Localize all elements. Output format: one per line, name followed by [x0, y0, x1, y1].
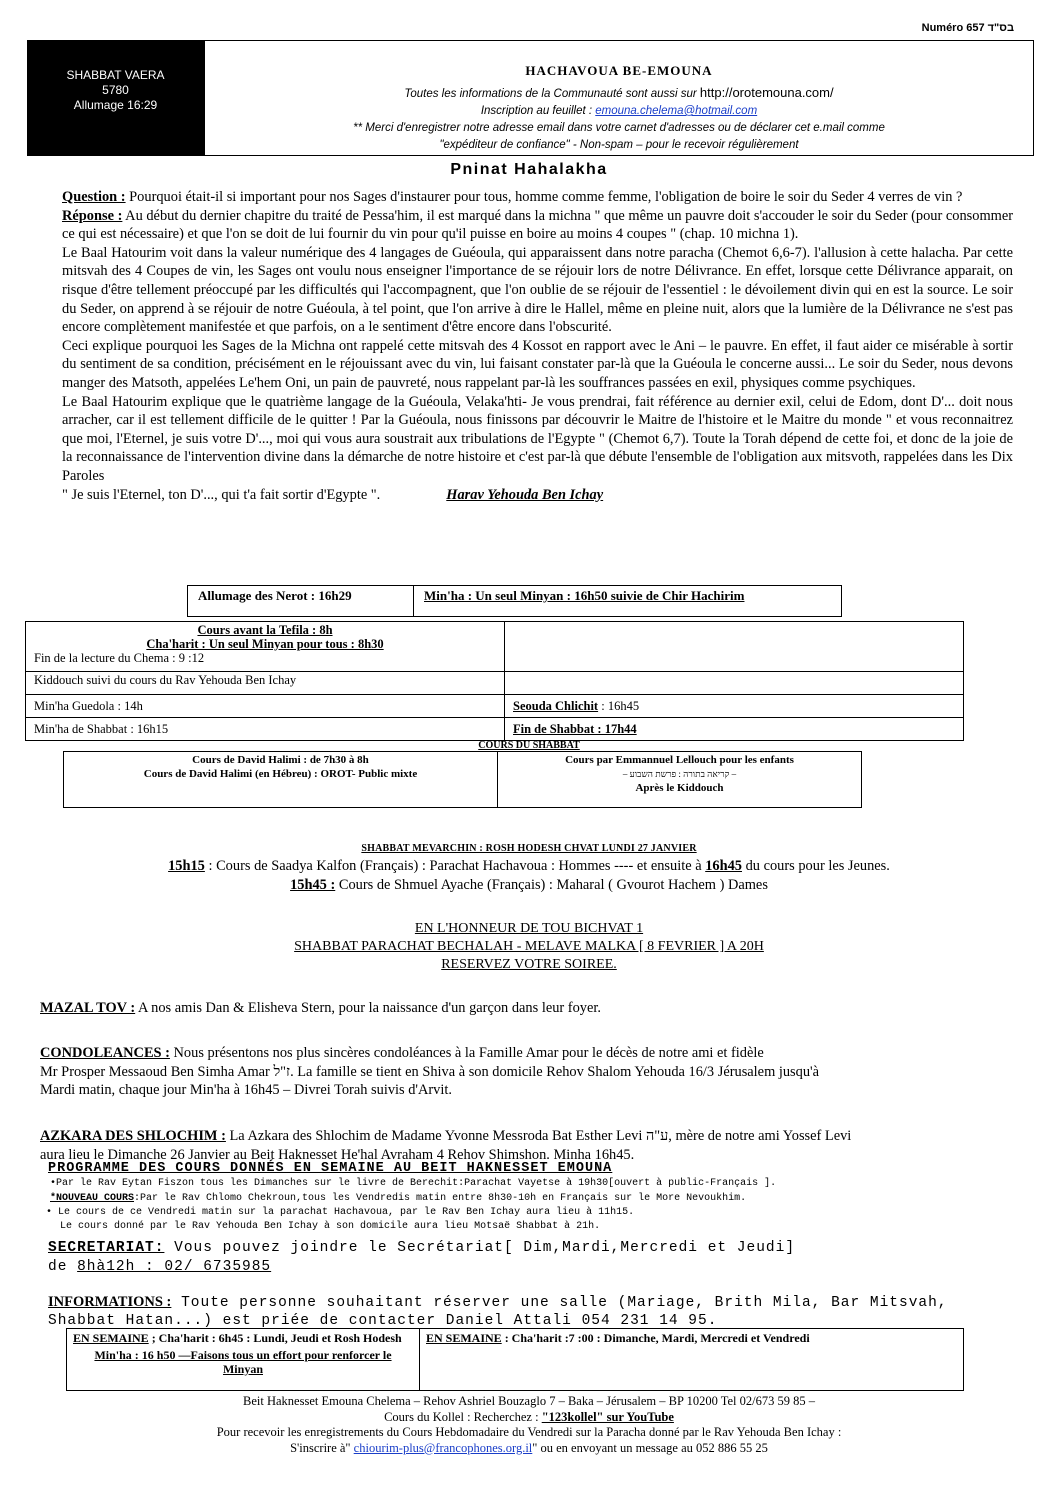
article-heading: Pninat Hahalakha — [450, 161, 608, 178]
mincha-guedola: Min'ha Guedola : 14h — [26, 695, 505, 718]
fin-shabbat: Fin de Shabbat : 17h44 — [505, 718, 964, 741]
note-line-1: ** Merci d'enregistrer notre adresse email dans votre carnet d'adresses ou de déclarer cet e.mail comme — [353, 122, 885, 134]
inscription-line: Inscription au feuillet : emouna.chelema@hotmail.com — [480, 105, 758, 117]
programme-line-1: •Par le Rav Eytan Fiszon tous les Dimanches sur le livre de Berechit:Parachat Vayetse à 19h30[ouvert à public-Français ]. — [50, 1178, 777, 1189]
morning-cell — [26, 622, 505, 672]
cours-shabbat-table — [63, 751, 862, 808]
cours-tefila: Cours avant la Tefila : 8h — [197, 623, 333, 637]
programme-line-2: *NOUVEAU COURS:Par le Rav Chlomo Chekroun,tous les Vendredis matin entre 8h30-10h en Français sur le More Nevoukhim. — [50, 1193, 747, 1204]
tou-bichvat-line-2: SHABBAT PARACHAT BECHALAH - MELAVE MALKA [ 8 FEVRIER ] A 20H — [294, 939, 764, 954]
azkara: AZKARA DES SHLOCHIM : La Azkara des Shlochim de Madame Yvonne Messroda Bat Esther Levi ע"ה, mère de notre ami Yossef Levi aura lieu le Dimanche 26 Janvier au Beit Haknesset He'hal Avraham 4 Rehov Shimshon. Minha 16h45. — [40, 1128, 852, 1163]
semaine-right: EN SEMAINE : Cha'harit :7 :00 : Dimanche, Mardi, Mercredi et Vendredi — [420, 1329, 964, 1391]
mevarchin-line-1: 15h15 : Cours de Saadya Kalfon (Français) : Parachat Hachavoua : Hommes ---- et ensuite à 16h45 du cours pour les Jeunes. — [168, 858, 890, 874]
note-line-2: "expéditeur de confiance" - Non-spam – pour le recevoir régulièrement — [439, 139, 799, 151]
info-line: Toutes les informations de la Communauté sont aussi sur http://orotemouna.com/ — [404, 85, 834, 100]
footer-address: Beit Haknesset Emouna Chelema – Rehov Ashriel Bouzaglo 7 – Baka – Jérusalem – BP 10200 Tel 02/673 59 85 – — [243, 1394, 815, 1408]
secretariat: SECRETARIAT: Vous pouvez joindre le Secrétariat[ Dim,Mardi,Mercredi et Jeudi] de 8hà12h : 02/ 6735985 — [48, 1240, 796, 1275]
condoleances: CONDOLEANCES : Nous présentons nos plus sincères condoléances à la Famille Amar pour le décès de notre ami et fidèle Mr Prosper Messaoud Ben Simha Amar ז"ל. La famille se tient en Shiva à son domicile Rehov Shalom Yehouda 16/3 Jérusalem jusqu'à Mardi matin, chaque jour Min'ha à 16h45 – Divrei Torah suivis d'Arvit. — [40, 1045, 820, 1099]
shabbat-info-box — [27, 40, 204, 156]
seouda-chlichit: Seouda Chlichit : 16h45 — [505, 695, 964, 718]
question-paragraph: Question : Pourquoi était-il si important pour nos Sages d'instaurer pour tous, homme comme femme, l'obligation de boire le soir du Seder 4 verres de vin ? — [62, 189, 963, 205]
footer-subscribe: S'inscrire à" chiourim-plus@francophones.org.il" ou en envoyant un message au 052 886 55 25 — [290, 1440, 768, 1455]
programme-line-4: Le cours donné par le Rav Yehouda Ben Ichay à son domicile aura lieu Motsaë Shabbat à 21h. — [60, 1221, 601, 1232]
footer-recordings: Pour recevoir les enregistrements du Cours Hebdomadaire du Vendredi sur la Paracha donné par le Rav Yehouda Ben Ichay : — [216, 1425, 842, 1439]
semaine-left: EN SEMAINE ; Cha'harit : 6h45 : Lundi, Jeudi et Rosh Hodesh Min'ha : 16 h50 —Faisons tous un effort pour renforcer le Minyan — [67, 1329, 420, 1391]
youtube-link[interactable]: "123kollel" sur YouTube — [541, 1409, 674, 1424]
article-body — [62, 188, 1013, 504]
article-signature: Harav Yehouda Ben Ichay — [446, 486, 604, 503]
article-paragraph-3: Le Baal Hatourim explique que le quatrième langage de la Guéoula, Velaka'hti- Je vous prendrai, fait référence au dernier exil, celui de Edom, dont D'... doit nous arracher, car il est tellement difficile de le quitter ! Par la Guéoula, nous finissons par découvrir le Maitre de l'histoire et le Maitre du monde " et vous reconnaitrez que moi, l'Eternel, je suis votre D'..., moi qui vous aura soustrait aux tribulations de l'Egypte " (Chemot 6,7). Toute la Torah dépend de cette foi, et donc de la joie de la reconnaissance de l'intervention divine dans la démarche de notre histoire et c'est par-là que débute l'ensemble de l'obligation aux mitsvoth, rappelées dans les Dix Paroles — [62, 393, 1013, 484]
shabbat-schedule-table — [25, 621, 964, 741]
reponse-paragraph: Réponse : Au début du dernier chapitre du traité de Pessa'him, il est marqué dans la michna " que même un pauvre doit s'accouder le soir du Seder (pour consommer ce qui est nécessaire) et que l'on se doit de lui fournir du vin pour qu'il puisse en boire au moins 4 coupes " (chap. 10 michna 1). — [62, 207, 1014, 243]
semaine-table — [66, 1328, 964, 1391]
inscription-email-link[interactable]: emouna.chelema@hotmail.com — [595, 105, 758, 117]
empty-cell — [505, 622, 964, 672]
mevarchin-line-2: 15h45 : Cours de Shmuel Ayache (Français) : Maharal ( Gvourot Hachem ) Dames — [290, 877, 768, 893]
tou-bichvat-line-1: EN L'HONNEUR DE TOU BICHVAT 1 — [414, 921, 644, 936]
chiourim-email-link[interactable]: chiourim-plus@francophones.org.il — [353, 1440, 533, 1455]
programme-title: PROGRAMME DES COURS DONNÉS EN SEMAINE AU BEIT HAKNESSET EMOUNA — [48, 1161, 613, 1176]
informations: INFORMATIONS : Toute personne souhaitant réserver une salle (Mariage, Brith Mila, Bar Mitsvah, Shabbat Hatan...) est priée de contacter Daniel Attali 054 231 14 95. — [48, 1294, 948, 1329]
allumage-nerot: Allumage des Nerot : 16h29 — [188, 586, 414, 617]
cours-left-cell: Cours de David Halimi : de 7h30 à 8h Cours de David Halimi (en Hébreu) : OROT- Public mixte — [64, 752, 498, 808]
footer-kollel: Cours du Kollel : Recherchez : "123kollel" sur YouTube — [384, 1409, 674, 1424]
cours-shabbat-title: COURS DU SHABBAT — [478, 740, 580, 751]
question-label: Question : — [62, 189, 126, 205]
mevarchin-title: SHABBAT MEVARCHIN : ROSH HODESH CHVAT LUNDI 27 JANVIER — [361, 843, 697, 854]
kiddouch: Kiddouch suivi du cours du Rav Yehouda Ben Ichay — [26, 672, 505, 695]
article-paragraph-2: Ceci explique pourquoi les Sages de la Michna ont rappelé cette mitsvah des 4 Kossot en rapport avec le Ani – le pauvre. En effet, il faut aider ce misérable à sortir du sentiment de sa condition, précisément en le réjouissant avec du vin, lui faisant constater par-là que la Guéoula le concerne aussi... Le soir du Seder, nous devons manger des Matsoth, appelées Le'hem Oni, un pain de pauvreté, nous rappelant par-là les souffrances passées en exil, physiques comme psychiques. — [62, 337, 1013, 391]
article-last-line: " Je suis l'Eternel, ton D'..., qui t'a fait sortir d'Egypte ". Harav Yehouda Ben Ichay — [62, 486, 604, 503]
footer — [0, 1394, 1058, 1456]
mincha-friday: Min'ha : Un seul Minyan : 16h50 suivie de Chir Hachirim — [414, 586, 842, 617]
mincha-shabbat: Min'ha de Shabbat : 16h15 — [26, 718, 505, 741]
empty-cell — [505, 672, 964, 695]
tou-bichvat-line-3: RESERVEZ VOTRE SOIREE. — [441, 957, 617, 972]
allumage-time: Allumage 16:29 — [73, 98, 158, 112]
mazal-tov: MAZAL TOV : A nos amis Dan & Elisheva Stern, pour la naissance d'un garçon dans leur foyer. — [40, 1000, 601, 1016]
fin-chema: Fin de la lecture du Chema : 9 :12 — [34, 651, 205, 665]
website-link[interactable]: http://orotemouna.com/ — [699, 85, 834, 100]
chacharit: Cha'harit : Un seul Minyan pour tous : 8h30 — [146, 637, 384, 651]
programme-line-3: • Le cours de ce Vendredi matin sur la parachat Hachavoua, par le Rav Ben Ichay aura lieu à 11h15. — [46, 1207, 635, 1218]
newsletter-header — [204, 40, 1034, 156]
parasha-name: SHABBAT VAERA — [66, 68, 165, 82]
cours-right-cell: Cours par Emmannuel Lellouch pour les enfants – קריאה בתורה : פרשת השבוע – Après le Kiddouch — [498, 752, 862, 808]
reponse-label: Réponse : — [62, 207, 123, 224]
allumage-table — [187, 585, 842, 617]
secretariat-phone: 8hà12h : 02/ 6735985 — [77, 1259, 272, 1275]
article-paragraph-1: Le Baal Hatourim voit dans la valeur numérique des 4 langages de Guéoula, qui apparaissent dans notre paracha (Chemot 6,6-7). l'allusion à cette halacha. Par cette mitsvah des 4 Coupes de vin, les Sages ont voulu nous enseigner l'importance de se réjouir lors de notre Délivrance. En effet, lorsque cette Délivrance apparait, on risque d'être tellement préoccupé par les difficultés qui l'accompagnent, que l'on oublie de se réjouir de l'essentiel : le dévoilement divin qui en est la source. Le soir du Seder, on apprend à se réjouir de notre Guéoula, à tel point, que l'on arrive à dire le Hallel, même en pleine nuit, alors que la lumière de la Délivrance ne s'est pas encore complètement manifestée et que parfois, on a le sentiment d'être encore dans l'obscurité. — [62, 244, 1013, 336]
year: 5780 — [102, 83, 129, 97]
newsletter-title: HACHAVOUA BE-EMOUNA — [525, 63, 713, 78]
issue-number: Numéro 657 בס"ד — [921, 22, 1014, 34]
